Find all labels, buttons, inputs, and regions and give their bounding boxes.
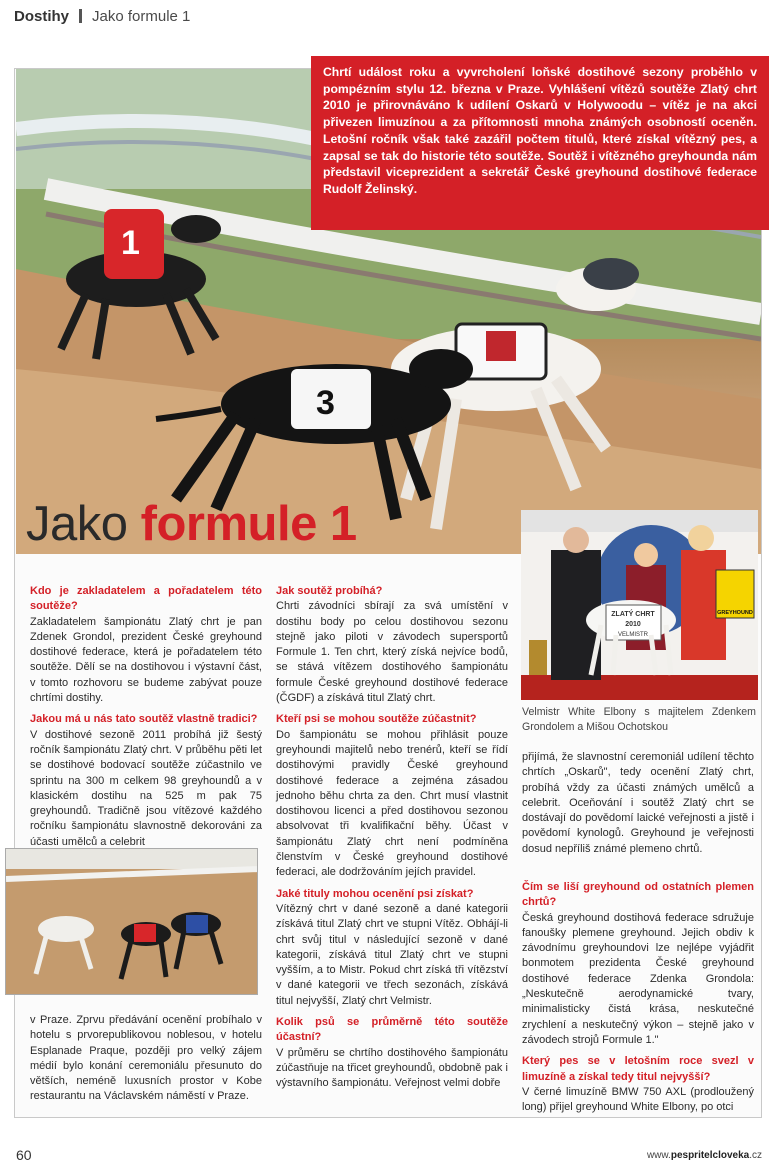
- question-6: Kolik psů se průměrně této soutěže účastní?: [276, 1016, 508, 1044]
- column-1-continued: [30, 1013, 262, 1105]
- question-1: Kdo je zakladatelem a pořadatelem této soutěže?: [30, 585, 262, 613]
- headline-part1: Jako: [26, 497, 128, 551]
- answer-4: Do šampionátu se mohou přihlásit pouze greyhoundi majitelů nebo trenérů, kteří se řídí dostihovými pravidly České greyhound dostihové federace a zejména zásadou jednoho běhu chrta za den. Chrt musí vlastnit dostihovou licenci a před dostihovou sezonou absolvovat tři kvalifikační běhy. Účast v šampionátu Zlatý chrt není podmíněna členstvím v České greyhound dostihové federaci, ale dodržováním jejích pravidel.: [276, 728, 508, 879]
- answer-2-continued: v Praze. Zprvu předávání ocenění probíhalo v hotelu s prvorepublikovou noblesou, v hotelu Esplanade Praque, později pro velký zájem médií bylo konání ceremoniálu přesunuto do větších, neméně luxusních prostor v Kobe restaurantu na Václavském náměstí v Praze.: [30, 1014, 262, 1103]
- question-4: Kteří psi se mohou soutěže zúčastnit?: [276, 713, 477, 726]
- section-header: [14, 8, 190, 25]
- column-3-continued: [522, 880, 754, 1115]
- intro-lead: Chrtí událost roku a vyvrcholení loňské dostihové sezony proběhlo v pompézním stylu 12. března v Praze. Vyhlášení vítězů soutěže Zlatý chrt 2010 je přirovnáváno k udílení Oskarů v Holywoodu – vítěz je na akci přivezen limuzínou a za přítomnosti mnoha známých osobností oceněn. Letošní ročník však také zazářil počtem titulů, které získal vítězný pes, a zapsal se tak do historie této soutěže. Soutěž i vítězného greyhounda nám představil viceprezident a sekretář České greyhound dostihové federace Rudolf Želinský.: [311, 56, 769, 230]
- question-8: Který pes se v letošním roce svezl v limuzíně a získal tedy titul nejvyšší?: [522, 1055, 754, 1083]
- article-name: Jako formule 1: [92, 8, 191, 25]
- question-5: Jaké tituly mohou ocenění psi získat?: [276, 887, 474, 900]
- race-illustration: [6, 849, 258, 995]
- headline-part2: formule 1: [140, 497, 357, 551]
- front-bib-number: 3: [316, 384, 335, 422]
- question-3: Jak soutěž probíhá?: [276, 585, 383, 597]
- blanket-line1: ZLATÝ CHRT: [611, 611, 655, 618]
- answer-6-continued: přijímá, že slavnostní ceremoniál udílení těchto chrtích „Oskarů", tedy ocenění Zlatý chrt, probíhá vždy za účasti známých umělců a celebrit. Oceňování i soutěž Zlatý chrt se dostávají do povědomí laické veřejnosti a jistě i povědomí kynologů. Greyhound je veřejnosti dosud nepříliš známé plemeno chrtů.: [522, 751, 754, 855]
- site-name: pespritelcloveka: [670, 1150, 750, 1161]
- answer-7: Česká greyhound dostihová federace sdružuje fanoušky plemene greyhound. Jejich obdiv k závodnímu greyhoundovi lze nejlépe vyjádřit bonmotem prezidenta České greyhound dostihové federace Zdenka Grondola: „Neskutečně aerodynamické tvary, minimalisticky čistá krása, neskutečné zrychlení a neskutečný výkon – stejně jako v závodech strojů Formule 1.": [522, 911, 754, 1046]
- award-illustration: [521, 510, 758, 700]
- site-suffix: .cz: [749, 1150, 762, 1161]
- site-prefix: www.: [646, 1150, 671, 1161]
- blanket-line3: VELMISTR: [617, 632, 649, 638]
- question-2: Jakou má u nás tato soutěž vlastně tradici?: [30, 713, 258, 726]
- section-name: Dostihy: [14, 8, 70, 25]
- column-1: [30, 584, 262, 850]
- race-photo: [5, 848, 258, 995]
- answer-2: V dostihové sezoně 2011 probíhá již šestý ročník šampionátu Zlatý chrt. V průběhu pěti let se dostihové bodovací soutěže zúčastnilo ve sprintu na 300 m celkem 98 greyhoundů a v klasickém dostihu na 525 m pak 75 greyhoundů. Tradičně jsou vítězové každého ročníku šampionátu slavnostně dekorováni za účasti umělců a celebrit: [30, 728, 262, 848]
- answer-1: Zakladatelem šampionátu Zlatý chrt je pan Zdenek Grondol, prezident České greyhound dostihové federace, která je pořadatelem této soutěže. Dělí se na dostihovou i výstavní část, v tomto rozhovoru se budeme zabývat pouze chrtími dostihy.: [30, 615, 262, 705]
- answer-6: V průměru se chrtího dostihového šampionátu zúčastňuje na třicet greyhoundů, obdobně pak i výstavního šampionátu. Veřejnost velmi dobře: [276, 1046, 508, 1090]
- answer-8: V černé limuzíně BMW 750 AXL (prodloužený long) přijel greyhound White Elbony, po otci: [522, 1085, 754, 1114]
- article-headline: [26, 496, 357, 552]
- page-number: 60: [16, 1147, 32, 1163]
- award-photo: [521, 510, 758, 700]
- greyhound-sign: GREYHOUND: [717, 610, 753, 616]
- header-separator: [79, 9, 82, 23]
- website-link[interactable]: [647, 1150, 762, 1161]
- blanket-line2: 2010: [625, 621, 641, 628]
- answer-5: Vítězný chrt v dané sezoně a dané kategorii získává titul Zlatý chrt ve stupni Vítěz. Obhájí-li chrt svůj titul v následující sezoně v dané kategorii, získává titul Zlatý chrt ve stupni vyšším, a to Mistr. Pokud chrt získá tři vítězství v dané kategorii ve třech sezonách, získává titul nejvyšší, Zlatý chrt Velmistr.: [276, 902, 508, 1007]
- column-3: [522, 750, 754, 857]
- back-bib-number: 1: [121, 224, 140, 262]
- column-2: [276, 584, 508, 1092]
- question-7: Čím se liší greyhound od ostatních plemen chrtů?: [522, 881, 754, 909]
- photo-caption: Velmistr White Elbony s majitelem Zdenkem Grondolem a Mišou Ochotskou: [522, 706, 756, 733]
- answer-3: Chrti závodníci sbírají za svá umístění v dostihu body po celou dostihovou sezonu stejně jako piloti v závodech supersportů Formule 1. Ten chrt, který získá nejvíce bodů, se stává vítězem dostihového šampionátu formule České greyhound dostihové federace (ČGDF) a získává titul Zlatý chrt.: [276, 600, 508, 705]
